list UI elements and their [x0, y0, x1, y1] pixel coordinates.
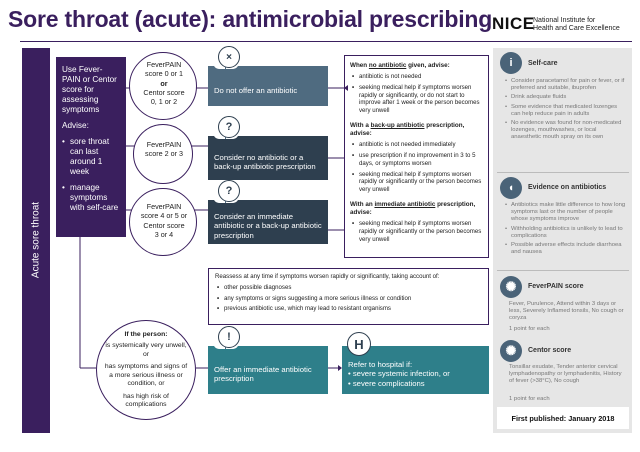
advice-immediate-list: [350, 220, 483, 243]
no-antibiotic-box: [208, 66, 328, 106]
consider-no-or-backup-box: [208, 136, 328, 180]
assessment-advice-list: [62, 137, 120, 213]
assessment-advise-label: Advise:: [62, 121, 89, 130]
panel-divider: [497, 172, 629, 173]
reassess-box: [208, 268, 489, 325]
feverpain-points: 1 point for each: [509, 326, 550, 332]
evidence-item: • Antibiotics make little difference to how long symptoms last or the number of people whose symptoms improve: [505, 202, 627, 224]
reassess-intro: Reassess at any time if symptoms worsen rapidly or significantly, taking account of:: [215, 273, 440, 280]
person-item: is systemically very unwell, or: [105, 342, 187, 358]
reassess-item: • any symptoms or signs suggesting a more serious illness or condition: [215, 295, 482, 302]
selfcare-item: • No evidence was found for non-medicated lozenges, mouthwashes, or local anaesthetic mouth spray on its own: [505, 120, 627, 142]
hospital-h-icon: H: [347, 332, 371, 356]
cross-badge-icon: ×: [218, 46, 240, 68]
nice-logo-subtitle-1: National Institute for: [533, 17, 596, 24]
centor-text: Tonsillar exudate, Tender anterior cervical lymphadenopathy or lymphadenitis, History of fever (>38°C), No cough: [509, 364, 622, 385]
consider-immediate-or-backup-label: Consider an immediate antibiotic or a back-up antibiotic prescription: [214, 212, 322, 240]
person-item: has high risk of complications: [123, 392, 169, 409]
person-criteria-circle: [96, 320, 196, 420]
advice-no-antibiotic-list: [350, 73, 483, 115]
evidence-list: [505, 202, 627, 258]
score-line: FeverPAIN: [146, 202, 182, 211]
person-item: has symptoms and signs of a more serious illness or condition, or: [104, 363, 188, 388]
selfcare-item: • Some evidence that medicated lozenges can help reduce pain in adults: [505, 104, 627, 118]
panel-divider: [497, 270, 629, 271]
advice-backup-list: [350, 141, 483, 194]
nice-logo: NICE: [492, 14, 535, 33]
assessment-box: [56, 57, 126, 237]
page-title: Sore throat (acute): antimicrobial prescribing: [8, 6, 493, 32]
selfcare-list: [505, 78, 627, 144]
title-divider: [20, 41, 632, 42]
virus-icon: ✺: [500, 276, 522, 298]
score-line: Centor score: [143, 220, 185, 230]
exclamation-badge-icon: !: [218, 326, 240, 348]
score-line: FeverPAIN: [146, 140, 182, 149]
assessment-advice-item: • manage symptoms with self-care: [62, 183, 120, 213]
centor-title: Centor score: [528, 347, 572, 354]
selfcare-item: • Drink adequate fluids: [505, 94, 627, 101]
score-line: score 4 or 5 or: [140, 211, 188, 221]
consider-no-or-backup-label: Consider no antibiotic or a back-up antibiotic prescription: [214, 152, 316, 171]
refer-title: Refer to hospital if:: [348, 360, 413, 370]
reassess-item: • previous antibiotic use, which may lead to resistant organisms: [215, 305, 482, 312]
score-high-text: [129, 202, 199, 239]
virus-icon: ✺: [500, 340, 522, 362]
score-mid-text: [129, 140, 199, 159]
person-heading: If the person:: [124, 331, 168, 338]
advice-immediate-heading: With an immediate antibiotic prescription, advise:: [350, 200, 476, 216]
info-icon: i: [500, 52, 522, 74]
selfcare-title: Self-care: [528, 60, 558, 67]
no-antibiotic-label: Do not offer an antibiotic: [214, 86, 298, 96]
reassess-item: • other possible diagnoses: [215, 284, 482, 291]
advice-item: • use prescription if no improvement in 3 to 5 days, or symptoms worsen: [350, 152, 483, 168]
advice-item: • antibiotic is not needed immediately: [350, 141, 483, 149]
score-line: or: [160, 78, 168, 88]
offer-immediate-box: [208, 346, 328, 394]
selfcare-item: • Consider paracetamol for pain or fever, or if preferred and suitable, ibuprofen: [505, 78, 627, 92]
evidence-item: • Possible adverse effects include diarrhoea and nausea: [505, 242, 627, 256]
score-low-text: [129, 60, 199, 107]
score-line: Centor score: [143, 88, 185, 98]
evidence-item: • Withholding antibiotics is unlikely to lead to complications: [505, 226, 627, 240]
advice-box: [344, 55, 489, 258]
advice-backup-heading: With a back-up antibiotic prescription, advise:: [350, 122, 465, 138]
score-line: score 2 or 3: [145, 149, 183, 159]
question-badge-icon: ?: [218, 180, 240, 202]
pill-icon: ◖: [500, 177, 522, 199]
refer-item: • severe systemic infection, or: [348, 369, 450, 379]
advice-item: • antibiotic is not needed: [350, 73, 483, 81]
advice-no-antibiotic-heading: When no antibiotic given, advise:: [350, 62, 450, 69]
reassess-list: [215, 284, 482, 312]
feverpain-title: FeverPAIN score: [528, 283, 584, 290]
consider-immediate-or-backup-box: [208, 200, 328, 244]
published-date: First published: January 2018: [497, 407, 629, 429]
score-line: FeverPAIN: [146, 60, 182, 69]
refer-item: • severe complications: [348, 378, 425, 388]
advice-item: • seeking medical help if symptoms worsen rapidly or significantly or the person becomes very unwell: [350, 171, 483, 194]
evidence-title: Evidence on antibiotics: [528, 184, 607, 191]
sidebar-label: Acute sore throat: [30, 201, 42, 279]
assessment-intro: Use Fever-PAIN or Centor score for assessing symptoms: [62, 65, 117, 114]
score-line: 3 or 4: [154, 230, 174, 240]
centor-points: 1 point for each: [509, 396, 550, 402]
offer-immediate-label: Offer an immediate antibiotic prescription: [214, 364, 312, 383]
assessment-advice-item: • sore throat can last around 1 week: [62, 137, 120, 177]
score-line: score 0 or 1: [145, 69, 183, 79]
score-line: 0, 1 or 2: [150, 97, 178, 107]
feverpain-text: Fever, Purulence, Attend within 3 days or less, Severely Inflamed tonsils, No cough or coryza: [509, 301, 624, 322]
advice-item: • seeking medical help if symptoms worsen rapidly or significantly, or do not start to improve after 1 week or the person becomes very unwell: [350, 84, 483, 115]
question-badge-icon: ?: [218, 116, 240, 138]
advice-item: • seeking medical help if symptoms worsen rapidly or significantly or the person becomes very unwell: [350, 220, 483, 243]
nice-logo-subtitle-2: Health and Care Excellence: [533, 25, 620, 32]
